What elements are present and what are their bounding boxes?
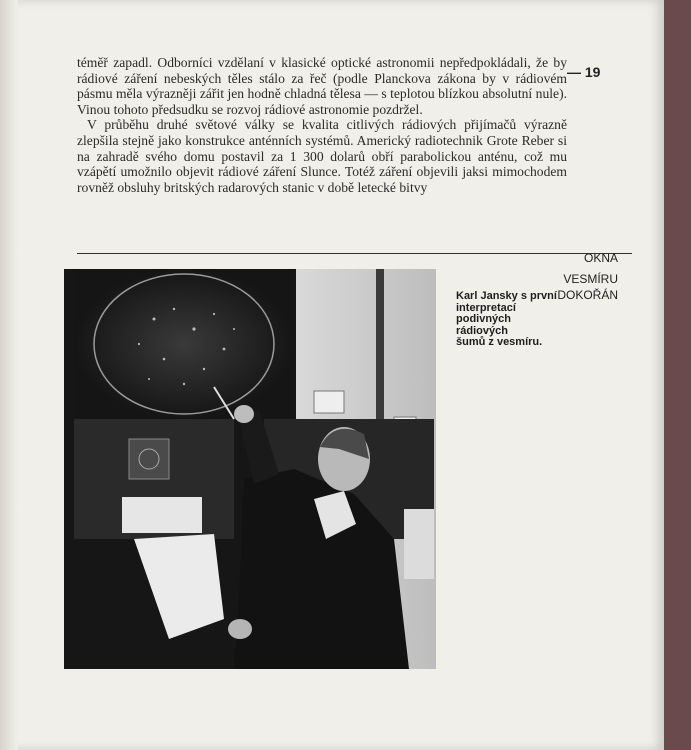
caption-line: podivných bbox=[456, 313, 512, 325]
section-title-line-2: VESMÍRU bbox=[563, 272, 618, 286]
page-number: — 19 bbox=[567, 64, 601, 80]
section-title-line-1: OKNA bbox=[583, 251, 618, 265]
body-text bbox=[77, 55, 567, 195]
section-title bbox=[557, 250, 618, 303]
paragraph-2: V průběhu druhé světové války se kvalita citlivých rádiových přijímačů výrazně zlepšila stejně jako konstrukce anténních systémů. Americký radiotechnik Grote Reber si na zahradě svého domu postavil za 1 300 dolarů obří parabolickou anténu, což mu vzápětí umožnilo objevit rádiové záření Slunce. Totéž záření objevili jaksi mimochodem rovněž obsluhy britských radarových stanic v době letecké bitvy bbox=[77, 117, 567, 195]
page-gutter bbox=[0, 0, 18, 750]
caption-line: Karl Jansky s první bbox=[456, 290, 557, 302]
caption-line: rádiových bbox=[456, 324, 508, 337]
paragraph-1: téměř zapadl. Odborníci vzdělaní v klasické optické astronomii nepředpokládali, že by rádiové záření nebeských těles stálo za řeč (podle Planckova zákona by v rádiovém pásmu měla výrazněji zářit jen hodně chladná tělesa — s teplotou blízkou absolutní nule). Vinou tohoto předsudku se rozvoj rádiové astronomie pozdržel. bbox=[77, 55, 567, 117]
historical-photo bbox=[64, 269, 436, 669]
caption-line: šumů z vesmíru. bbox=[456, 336, 543, 348]
photo-caption bbox=[456, 291, 566, 349]
section-title-line-3: DOKOŘÁN bbox=[557, 288, 618, 302]
caption-line: interpretací bbox=[456, 301, 516, 314]
section-divider bbox=[77, 253, 632, 254]
